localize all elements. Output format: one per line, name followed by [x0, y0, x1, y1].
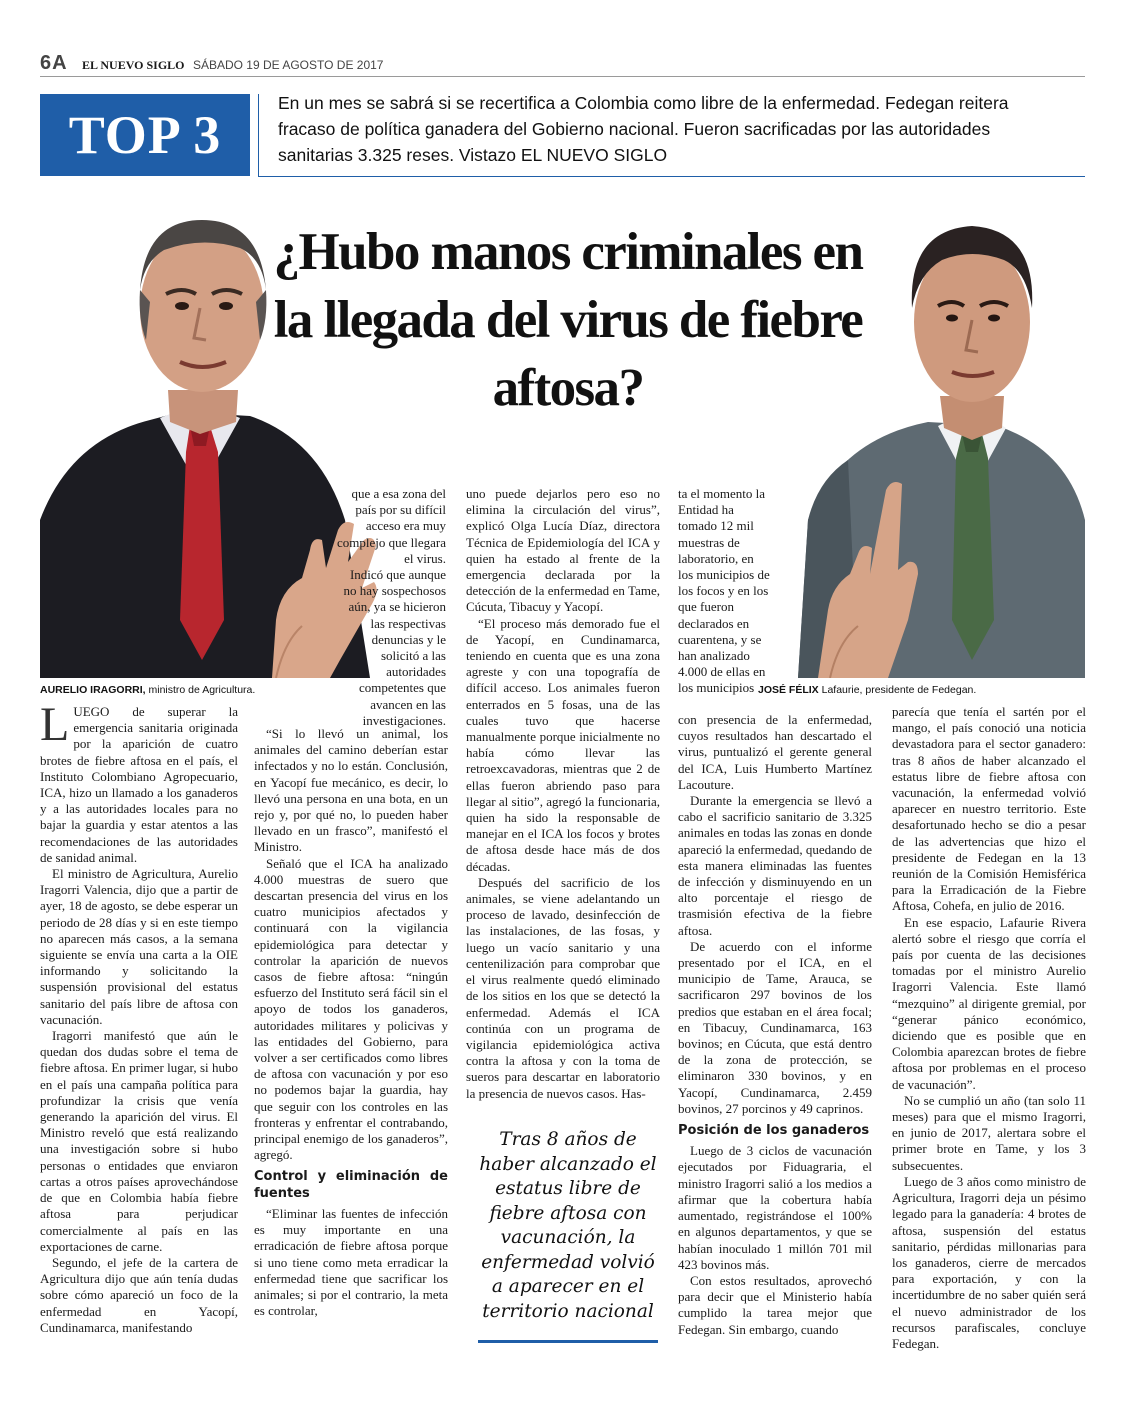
paragraph: Después del sacrificio de los animales, se viene adelantando un proceso de lavado, desinfección de las instalaciones, de las fosas, y luego un vacío sanitario y una centenilización para comprobar que el virus realmente quedó eliminado de los sitios en los que se detectó la enfermedad. Además el ICA continúa con un programa de vigilancia epidemiológica activa contra la aftosa y con la toma de sueros para descartar en laboratorio la presencia de nuevos casos. Has-	[466, 874, 660, 1101]
paragraph: Indicó que aunque no hay sospechosos aún, ya se hicieron las respectivas denuncias y le solicitó a las autoridades competentes que avancen en las investigaciones.	[343, 567, 446, 728]
subheading: Control y eliminación de fuentes	[254, 1169, 448, 1201]
page-number: 6A	[40, 52, 68, 74]
caption-name: AURELIO IRAGORRI,	[40, 684, 146, 696]
paragraph: uno puede dejarlos pero eso no elimina la circulación del virus”, explicó Olga Lucía Díaz, directora Técnica de Epidemiología del ICA y quien ha estado al frente de la emergencia declarada por la detección de la enfermedad en Tame, Cúcuta, Tibacuy y Yacopí.	[466, 486, 660, 615]
paragraph: Iragorri manifestó que aún le quedan dos dudas sobre el tema de fiebre aftosa. En primer lugar, si hubo en el país una campaña política para profundizar la crisis que venía generando la aparición del virus. El Ministro reveló que está realizando una investigación sobre si hubo personas o entidades que enviaron cartas a otros países aprovechándose de que en Colombia había fiebre aftosa para perjudicar comercialmente al país en las exportaciones de carne.	[40, 1028, 238, 1254]
column-2	[254, 726, 448, 1319]
headline: ¿Hubo manos criminales en la llegada del virus de fiebre aftosa?	[273, 223, 863, 417]
subheading: Posición de los ganaderos	[678, 1123, 870, 1139]
paragraph: En ese espacio, Lafaurie Rivera alertó sobre el riesgo que corría el país por cuenta de las decisiones tomadas por el ministro Aurelio Iragorri Valencia. Este llamó “mezquino” al dirigente gremial, por “generar pánico económico, diciendo que es posible que en Colombia aparezcan brotes de fiebre aftosa por problemas en el proceso de vacunación”.	[892, 914, 1086, 1092]
pull-quote: Tras 8 años de haber alcanzado el estatus libre de fiebre aftosa con vacunación, la enfermedad volvió a aparecer en el territorio nacional	[479, 1129, 657, 1322]
president-caption	[758, 684, 1085, 696]
paragraph: con presencia de la enfermedad, cuyos resultados han descartado el virus, puntualizó el gerente general del ICA, Luis Humberto Martínez Lacouture.	[678, 712, 872, 792]
paragraph: “Si lo llevó un animal, los animales del camino deberían estar infectados y no lo están. Conclusión, en Yacopí fue mecánico, es decir, lo llevó una persona en una bota, en un rejo y, por qué no, lo pueden haber llevado en un frasco”, manifestó el Ministro.	[254, 726, 448, 855]
paragraph: Segundo, el jefe de la cartera de Agricultura dijo que aún tenía dudas sobre cómo apareció un foco de la enfermedad en Yacopí, Cundinamarca, manifestando	[40, 1254, 238, 1335]
column-2-top	[334, 486, 446, 729]
paragraph: Luego de 3 años como ministro de Agricultura, Iragorri deja un pésimo legado para la ganadería: 4 brotes de aftosa, suspensión del estatus sanitario, pérdidas millonarias para los ganaderos, cierre de mercados para exportación, y con la incertidumbre de no saber quién será el nuevo administrador de los recursos parafiscales, concluye Fedegan.	[892, 1173, 1086, 1351]
paragraph: parecía que tenía el sartén por el mango, el país conoció una noticia devastadora para el sector ganadero: tras 8 años de haber alcanzado el estatus libre de fiebre aftosa con vacunación, la enfermedad volvió aparecer en nuestro territorio. Este desafortunado hecho se dio a pesar de las advertencias que hizo el presidente de Fedegan en la 13 reunión de la Comisión Hemisférica para la Erradicación de la Fiebre Aftosa, Cohefa, en julio de 2016.	[892, 704, 1086, 914]
caption-role: ministro de Agricultura.	[145, 684, 256, 696]
column-1	[40, 698, 238, 1336]
paragraph: Luego de 3 ciclos de vacunación ejecutados por Fiduagraria, el ministro Iragorri salió a los medios a afirmar que la cobertura había aumentado, registrándose el 100% en algunos departamentos, y que se habían inoculado 1 millón 701 mil 423 bovinos más.	[678, 1143, 872, 1272]
paragraph: que a esa zona del país por su difícil acceso era muy complejo que llegara el virus.	[336, 486, 446, 566]
paragraph: “Eliminar las fuentes de infección es muy importante en una erradicación de fiebre aftosa porque si uno tiene como meta erradicar la enfermedad tiene que sacrificar los animales; si por el contrario, la meta es controlar,	[254, 1205, 448, 1319]
column-3	[466, 486, 660, 1102]
pull-quote-rule	[478, 1340, 658, 1343]
paragraph: Durante la emergencia se llevó a cabo el sacrificio sanitario de 3.325 animales en todas las zonas en donde apareció la enfermedad, quedando de esta manera eliminadas las fuentes de infección y disminuyendo en un alto porcentaje el riesgo de trasmisión efectiva de la fiebre aftosa.	[678, 793, 872, 938]
deck-divider	[258, 94, 259, 176]
paragraph: De acuerdo con el informe presentado por el ICA, en el municipio de Tame, Arauca, se sacrificaron 297 bovinos de los predios que estaban en el área focal; en Tibacuy, Cundinamarca, 163 bovinos; en Cúcuta, que está dentro de la zona de protección, se eliminaron 330 bovinos, y en Yacopí, Cundinamarca, 2.459 bovinos, 27 porcinos y 49 caprinos.	[678, 938, 872, 1116]
minister-caption	[40, 684, 340, 696]
drop-cap: L	[40, 698, 70, 751]
issue-date: SÁBADO 19 DE AGOSTO DE 2017	[192, 58, 384, 72]
paragraph: LUEGO de superar la emergencia sanitaria originada por la aparición de cuatro brotes de fiebre aftosa en el país, el Instituto Colombiano Agropecuario, ICA, hizo un llamado a los ganaderos y a las autoridades locales para no bajar la guardia y estar atentos a las recomendaciones de las autoridades de sanidad animal.	[40, 698, 238, 865]
paragraph: Señaló que el ICA ha analizado 4.000 muestras de suero que descartan presencia del virus en los cuatro municipios afectados y continuará con la vigilancia epidemiológica para detectar y controlar la aparición de nuevos casos de fiebre aftosa: “ningún esfuerzo del Instituto será fácil sin el apoyo de todos los ganaderos, autoridades militares y policivas y las entidades del Gobierno, para volver a ser certificados como libres de aftosa con vacunación y por eso no podemos bajar la guardia, hay que seguir con los controles en las fronteras y enfrentar el contrabando, principal enemigo de los ganaderos”, agregó.	[254, 855, 448, 1163]
caption-name: JOSÉ FÉLIX	[758, 684, 819, 696]
column-4-top	[678, 486, 770, 697]
paragraph: ta el momento la Entidad ha tomado 12 mil muestras de laboratorio, en los municipios de los focos y en los que fueron declarados en cuarentena, y se han analizado 4.000 de ellas en los municipios	[678, 486, 770, 696]
caption-role: Lafaurie, presidente de Fedegan.	[818, 684, 977, 696]
deck-rule	[258, 176, 1085, 177]
paragraph: Con estos resultados, aprovechó para decir que el Ministerio había cumplido la tarea mejor que Fedegan. Sin embargo, cuando	[678, 1272, 872, 1337]
paragraph: “El proceso más demorado fue el de Yacopí, en Cundinamarca, teniendo en cuenta que es una zona agreste y con una topografía de difícil acceso. Los animales fueron enterrados en 5 fosas, una de las cuales tuvo que hacerse manualmente porque inicialmente no había cómo llevar las retroexcavadoras, mientras que 2 de ellas fueron abriendo paso para llegar al sitio”, agregó la funcionaria, quien ha sido la responsable de manejar en el ICA los focos y brotes de aftosa desde hace más de dos décadas.	[466, 615, 660, 874]
newspaper-name: EL NUEVO SIGLO	[82, 58, 185, 72]
column-5	[892, 704, 1086, 1352]
section-badge: TOP 3	[40, 94, 250, 176]
column-4	[678, 712, 872, 1338]
article-deck: En un mes se sabrá si se recertifica a Colombia como libre de la enfermedad. Fedegan reitera fracaso de política ganadera del Gobierno nacional. Fueron sacrificadas por las autoridades sanitarias 3.325 reses. Vistazo EL NUEVO SIGLO	[278, 93, 1009, 165]
running-head	[40, 52, 1085, 77]
paragraph: No se cumplió un año (tan solo 11 meses) para que el mismo Iragorri, en junio de 2017, alertara sobre el primer brote en Tame, y los 3 subsecuentes.	[892, 1092, 1086, 1173]
paragraph: El ministro de Agricultura, Aurelio Iragorri Valencia, dijo que a partir de ayer, 18 de agosto, se debe esperar un periodo de 28 días y si en este tiempo no aparecen más casos, a la semana siguiente se envía una carta a la OIE informando y solicitando la suspensión provisional del estatus sanitario del país libre de aftosa con vacunación.	[40, 866, 238, 1027]
